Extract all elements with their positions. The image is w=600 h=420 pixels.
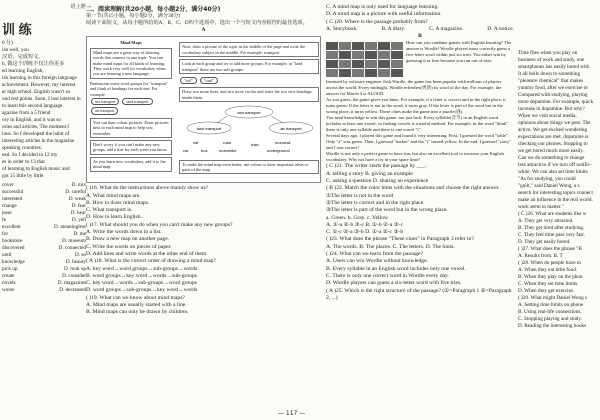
far-passage-line: B. When they play on the phon (518, 274, 583, 280)
question-line: A. key word→word groups→sub-groups→words (86, 265, 198, 272)
mind-map-figure (86, 36, 321, 183)
question-line: ( A )18. What is the correct order of drawing a mind map? (86, 258, 216, 265)
mind-map-tip-add: As you learn new vocabulary, add it to the mind map. (90, 157, 172, 172)
question-line: ( )24. What can we learn from the passage? (326, 251, 423, 258)
q20-option-d: D. A notice. (487, 25, 514, 32)
question-line: ③The letter is part of the word but in the wrong place. (326, 207, 448, 214)
right-column (326, 0, 514, 410)
tile (365, 69, 377, 77)
question-line: ( )17. What should you do when you can't make any new groups? (86, 221, 233, 228)
left-passage-line: ious. So I developed the habit of (2, 131, 70, 137)
sub-road: "road" (200, 77, 218, 84)
left-option: D. look up (63, 266, 86, 272)
tile (352, 60, 364, 68)
tile (378, 60, 390, 68)
node-monorail: monorail (275, 140, 291, 146)
left-option-row (2, 259, 86, 266)
left-options (2, 182, 86, 294)
left-top: 语上册 (70, 4, 86, 10)
far-passage-line: B. Using real-life connections. (518, 309, 582, 315)
far-passage-line: ( )28. When do people have m (518, 260, 581, 266)
question-line: ( )23. What does the phrase "These clues" in Paragraph 3 refer to? (326, 236, 474, 243)
left-title: 训 练 (2, 22, 32, 37)
example-land-transport: land transport (122, 98, 152, 105)
left-option: until (2, 252, 12, 258)
question-line: B. How to draw mind maps. (86, 199, 150, 206)
far-passage-line: less attractive if we turn off notific- (518, 162, 592, 168)
question-line: C. asking a question D. sharing an experience (326, 178, 429, 185)
left-option: D. weak (68, 196, 86, 202)
left-option-row (2, 182, 86, 189)
left-passage-line: ish learning in this foreign language (2, 75, 77, 81)
question-line: A. What mind maps are. (86, 192, 141, 199)
far-passage-line: white. We can also set time limits (518, 169, 588, 175)
far-passage-line: checking our phones. Stopping to (518, 141, 588, 147)
left-passage-line: speaking countries. (2, 145, 43, 151)
node-train: train (251, 142, 259, 148)
left-option-row (2, 203, 86, 210)
far-passage-line: expectations are met, dopamine is (518, 134, 589, 140)
left-option-row (2, 224, 86, 231)
question-line: D. How to learn English. (86, 214, 142, 221)
far-passage-line: we get bored much more easily. (518, 148, 584, 154)
left-option: D. connected (58, 245, 86, 251)
node-road: road (223, 140, 232, 146)
left-passage-line: h, 做这个训练不仅让你更多 (2, 61, 65, 67)
tile (352, 51, 364, 59)
tile (378, 69, 390, 77)
passage-b-p4: You need knowledge to win this game, not just luck. Every syllable(音节) in an English word includes at least one vowel, so finding vowels is a useful method. For example, in the word "think", there is only one syllable and there is one vowel "i". (326, 115, 510, 133)
question-line: B. Mind maps can only be drawn by children. (86, 309, 189, 316)
left-option: D. meaningless (54, 224, 86, 230)
question-line: C. There is only one correct word in Wordle every day. (326, 272, 449, 279)
left-passage-line: interesting articles in the magazine (2, 138, 75, 144)
wordle-intro-block (326, 40, 514, 79)
tile (339, 69, 351, 77)
tile (365, 51, 377, 59)
mind-map-right-panel (179, 40, 319, 176)
question-line: B. Draw a new map on another page. (86, 236, 170, 243)
far-passage-line: B. They get tired after studying. (518, 225, 585, 231)
edge-1 (217, 116, 227, 123)
question-line: B. word groups→key word→words→sub-groups (86, 272, 197, 279)
section-instruction: 阅读下面短文，从每小题所给的A、B、C、D四个选项中，选出一个与短文内容相符的最佳选项。 (86, 20, 308, 26)
left-passage (2, 47, 86, 180)
left-option: interested (2, 196, 23, 202)
left-option-row (2, 217, 86, 224)
left-passage-line: agazine from a 5 friend (2, 110, 51, 116)
passage-c-text (518, 50, 600, 330)
example-air-transport: air transport (91, 107, 118, 114)
q20-option-b: B. A diary. (381, 25, 406, 32)
mind-map-tip-lines: Don't worry if you can't make any new groups, add a line for each word you know. (90, 140, 172, 155)
edge-2 (271, 116, 283, 123)
mind-map-intro: Mind maps are a great way of drawing words that connect to one topic. You can make mind maps for all kinds of learning. They work very well for vocabulary when you are learning a new language. (90, 48, 172, 79)
mind-map-look: Look at each group and try to add more groups. For example, in "land transport" there are two sub-groups: (179, 59, 319, 74)
far-passage-line: Can we do something to change (518, 155, 585, 161)
question-line: A. The words. B. The places. C. The letters. D. The hints. (326, 243, 455, 250)
left-option-row (2, 266, 86, 273)
question-line: D. Wordle players can guess a six-letter word with five tries. (326, 280, 462, 287)
left-option: fe (2, 217, 7, 223)
left-option: change (2, 203, 17, 209)
left-option: novels (2, 280, 16, 286)
far-passage-line: active. We get excited wondering (518, 127, 588, 133)
far-passage-line: search for interesting topics connect (518, 190, 593, 196)
far-passage-line: ( C )26. What are students like w (518, 211, 587, 217)
node-underground: underground (267, 148, 290, 154)
tile (339, 60, 351, 68)
question-line: A. telling a story B. giving an example (326, 170, 413, 177)
left-option: pose (2, 210, 12, 216)
far-passage-line: A. Results from. B. T (518, 253, 563, 259)
far-passage-line: Time flies when you play on (518, 50, 578, 56)
left-option: D. consider (62, 273, 86, 279)
far-passage-line: increase in dopamine. But why? (518, 106, 585, 112)
question-line: C. key word→words→sub-groups→word groups (86, 280, 197, 287)
left-option: D. careful (65, 189, 86, 195)
left-option: D. beauty (65, 259, 86, 265)
left-option: D. museum (62, 238, 86, 244)
far-passage-line: Compared with studying, playing (518, 92, 588, 98)
node-car: car (183, 148, 189, 154)
question-line: a. Green. b. Gray. c. Yellow. (326, 214, 389, 221)
question-line: A. ①-a ②-b ③-c B. ①-b ②-a ③-c (326, 221, 404, 228)
tile (326, 42, 338, 50)
passage-b-p2: Invented by software engineer Josh Wardle, the game has been popular with millions of players across the world. Every midnight, Wordle refreshes(更新) its word of the day. For example, the answer for March 3 is ALOUD. (326, 79, 502, 97)
tile (391, 51, 403, 59)
far-passage-line: business of work and study, one (518, 57, 585, 63)
passage-b-p5: Several days ago, I played this game and found it very interesting. First, I guessed the word "table". Only "a" was green. Then, I guessed "maker" and the "r" turned yellow. In the end, I guessed "carry" and I was correct! (326, 133, 512, 151)
far-passage-line: yummy food, after we exercise or (518, 85, 589, 91)
far-passage-line: C. When they set time limits. (518, 281, 579, 287)
q19-option-c: C. A mind map is only used for language learning. (326, 4, 439, 10)
far-passage-line: smartphones has easily bored with (518, 64, 590, 70)
passage-label-b: B (418, 33, 422, 40)
far-passage-line: ( )29. What might Daniel Wong s (518, 295, 587, 301)
left-option: D. hear (70, 210, 86, 216)
tile (339, 42, 351, 50)
left-option-row (2, 238, 86, 245)
left-sub: 0 分) (2, 40, 13, 46)
mind-map-tip-colour-2: To make the mind map even better, use colour to show important ideas or parts of the map. (179, 160, 319, 175)
q19-option-d: D. A mind map is a picture with useful information. (326, 11, 442, 18)
question-line: D. Add lines and write words at the other end of them. (86, 250, 208, 257)
left-option: knowledge (2, 259, 25, 265)
tile (326, 69, 338, 77)
left-option: excellent (2, 224, 21, 230)
far-passage-line: A. When they eat little food. (518, 267, 578, 273)
left-passage-line: ory in English, and it was so (2, 117, 61, 123)
passage-b-p6: Wordle is not only a perfect game to have fun, but also an excellent tool to increase your English vocabulary. Why not have a try in your spare time? (326, 151, 504, 163)
left-option: bookstore (2, 238, 23, 244)
sub-rail: "rail" (180, 77, 197, 84)
far-passage-line: When we visit social media, (518, 113, 577, 119)
mind-map-draw: Draw two more lines, and two more circles and write the two new headings inside them. (179, 87, 319, 102)
left-passage-line: to learn this second language. (2, 103, 64, 109)
left-option: discovered (2, 245, 25, 251)
q20-option-c: C. A magazine. (429, 25, 464, 32)
tile (326, 51, 338, 59)
left-option-row (2, 245, 86, 252)
question-line: A. Mind maps are usually started with a line. (86, 302, 187, 309)
far-right-column (518, 0, 600, 410)
left-option: D. so (75, 252, 86, 258)
q20-option-a: A. Storybook. (326, 25, 358, 32)
far-passage-line: more dopamine. For example, quick (518, 99, 594, 105)
far-passage-line: ( )27. What does the phrase "B (518, 246, 582, 252)
left-passage-line: 汉语，完成短文。 (2, 54, 44, 60)
node-bus: bus (201, 148, 208, 154)
question-line: ( )19. What can we know about mind maps? (86, 294, 185, 301)
left-option-row (2, 287, 86, 294)
mind-map-diagram (179, 104, 319, 156)
left-passage-line: got 15 little by little. (2, 173, 45, 179)
section-subheader: 第一节(共15小题，每小题2分，满分30分) (86, 13, 181, 19)
left-option: create (2, 273, 15, 279)
left-option: for (2, 231, 9, 237)
tile (378, 51, 390, 59)
question-line: A. Write the words down in a list. (86, 229, 162, 236)
passage-a-questions (86, 185, 321, 316)
far-passage-line: make an influence in the real world. (518, 197, 593, 203)
question-line: ②The letter is correct and in the right place. (326, 199, 425, 206)
tile (391, 60, 403, 68)
far-passage-line: opinions about things we post. The (518, 120, 591, 126)
left-passage-line: er high school. English wasn't so (2, 89, 71, 95)
passage-b-p1: How can you combine games with English learning? The answer is Wordle! Wordle players must correctly guess a five-letter word within just six tries. You either win by guessing it or lose because you run out of tries. (406, 40, 512, 64)
question-line: ( B )22. Match the color hints with the situations and choose the right answer. (326, 185, 500, 192)
left-passage-line: achievement. However, my interest (2, 82, 76, 88)
left-option-row (2, 280, 86, 287)
tile (391, 42, 403, 50)
far-passage-line: A. Setting time limits on phone (518, 302, 584, 308)
passage-b-questions (326, 163, 514, 302)
left-option-row (2, 210, 86, 217)
node-sea-label: sea transport (237, 110, 261, 116)
question-line: ( A )25. Which is the right structure of the passage? (①=Paragraph 1 ②=Paragraph 2, ...) (326, 287, 512, 301)
question-line: ( C )21. The writer starts the passage by ___. (326, 163, 427, 170)
passage-b-p3: As you guess, the game gives you hints. For example, if a letter is correct and in the right place, it turns green. If the letter is not in the word, it turns gray. If the letter is part of the word but in the wrong place, it turns yellow. These clues make the game into a puzzle(谜). (326, 97, 506, 115)
left-passage-line: ories and articles. The moment I (2, 124, 70, 130)
left-option: D. fear (71, 203, 86, 209)
question-line: ①The letter is not in the word (326, 192, 394, 199)
far-passage-line: A. They get very attracted. (518, 218, 574, 224)
left-option-row (2, 252, 86, 259)
left-option: D. mix (71, 182, 86, 188)
middle-column (86, 0, 321, 410)
far-passage-line: D. They get easily bored. (518, 239, 571, 245)
far-passage-line: "pleasure chemical" that makes (518, 78, 584, 84)
node-air-label: air transport (280, 126, 302, 132)
node-rail: rail (193, 140, 199, 146)
question-line: C. ①-c ②-a ③-b D. ①-a ②-c ③-b (326, 229, 404, 236)
left-option-row (2, 231, 86, 238)
tile (365, 42, 377, 50)
node-land-label: land transport (196, 126, 222, 132)
left-option: successful (2, 189, 24, 195)
tile (378, 42, 390, 50)
left-passage-line: of learning to English music and (2, 166, 70, 172)
left-option-row (2, 196, 86, 203)
far-passage-line: It all boils down to something (518, 71, 581, 77)
left-option: D. magazines (57, 280, 86, 286)
node-motorbike: motorbike (219, 148, 237, 154)
passage-label-a: A (201, 27, 206, 33)
wordle-board (326, 42, 403, 77)
tile (339, 51, 351, 59)
tile (352, 42, 364, 50)
question-line: C. Write the words on pieces of paper. (86, 243, 172, 250)
mind-map-tip-colour: You can then colour pictures. Draw pictures next to each mind map to help you remember. (90, 118, 172, 138)
section-header: 二、阅读理解(共20小题，每小题2分，满分40分) (86, 6, 221, 13)
question-line: B. Every syllable in an English word includes only one vowel. (326, 265, 466, 272)
far-passage-line: "guilt," said Daniel Wong, a s (518, 183, 580, 189)
q20: ( C )20. Where is the passage probably from? (326, 18, 428, 25)
tile (326, 60, 338, 68)
page-number: — 117 — (278, 410, 306, 417)
left-option: pick up (2, 266, 18, 272)
left-option: D. decreased (59, 287, 86, 293)
mind-map-next: Next, draw a picture of the topic in the middle of the page and write the vocabulary subject in the middle. For example: transport (179, 42, 319, 57)
left-option: cover (2, 182, 14, 188)
far-passage-line: D. When they get exercise. (518, 288, 575, 294)
tile (365, 60, 377, 68)
q20-options (326, 26, 514, 33)
far-passage-line: "As for studying, you could (518, 176, 576, 182)
mind-map-left-panel (90, 40, 172, 173)
left-passage-line: ed learning English, (2, 68, 44, 74)
far-passage-line: D. Reading the interesting books (518, 323, 587, 329)
left-passage-line: ood test points. Soon, I lost interest in (2, 96, 81, 102)
left-option: worse (2, 287, 15, 293)
question-line: ( )16. What do the instructions above mainly show us? (86, 185, 209, 192)
question-line: D. word groups→sub-groups→key word→words (86, 287, 198, 294)
left-option-row (2, 189, 86, 196)
question-line: A. Users can win Wordle without knowledge. (326, 258, 428, 265)
left-passage-line: ead. So I decided to 12 my (2, 152, 58, 158)
left-passage-line: ish well, you (2, 47, 29, 53)
tile (391, 69, 403, 77)
left-option-row (2, 273, 86, 280)
far-passage-line: C. Stopping playing and study. (518, 316, 582, 322)
left-column (0, 0, 86, 410)
example-sea-transport: sea transport (91, 98, 119, 105)
tile (352, 69, 364, 77)
far-passage-line: work seem to matter." (518, 204, 564, 210)
far-passage-line: C. They feel time pass very fast. (518, 232, 586, 238)
left-option: D. yell (71, 217, 86, 223)
left-passage-line: es in order to 13 that (2, 159, 45, 165)
mind-map-heading: Mind Maps (120, 40, 142, 46)
left-option: D. me (73, 231, 86, 237)
mind-map-brainstorm: Brainstorm some word groups for "transport" and think of headings for each one. For example: (90, 80, 169, 97)
question-line: C. What transport is. (86, 207, 133, 214)
